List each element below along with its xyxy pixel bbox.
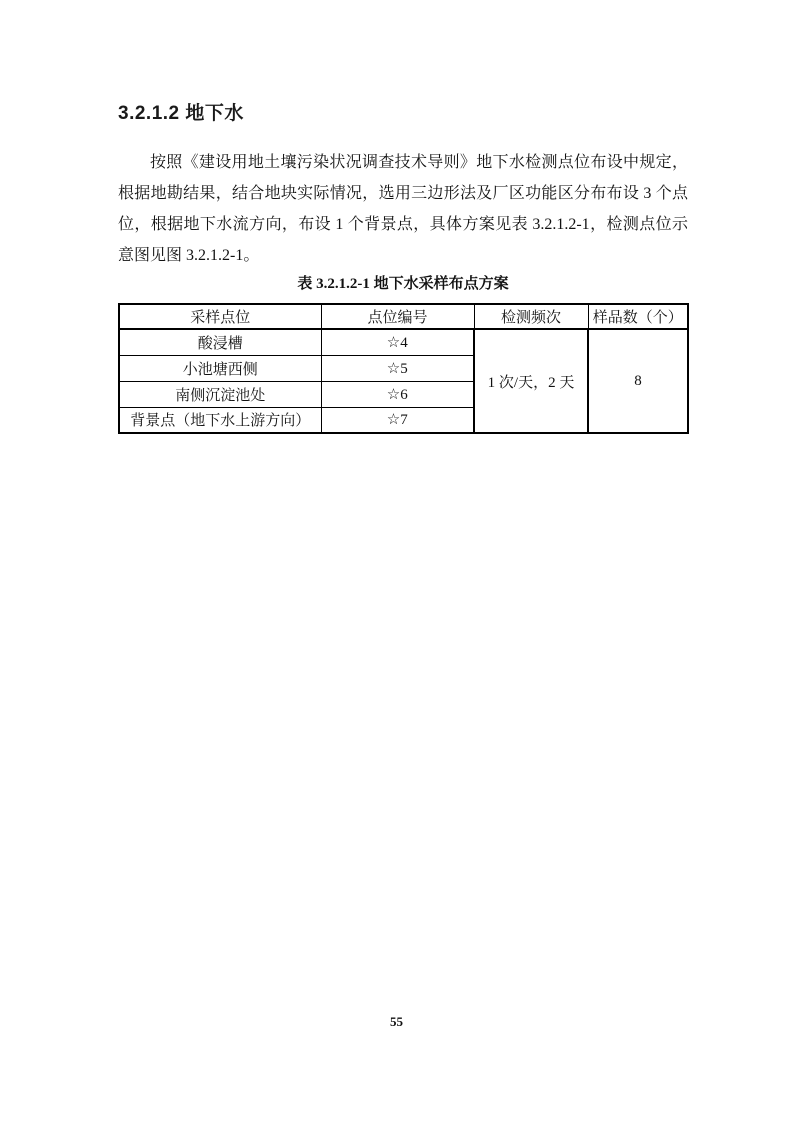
column-header-sample-count: 样品数（个） (588, 304, 688, 329)
cell-sampling-point: 背景点（地下水上游方向） (119, 407, 321, 433)
cell-point-code: ☆5 (321, 355, 474, 381)
cell-frequency-merged: 1 次/天，2 天 (474, 329, 588, 433)
column-header-frequency: 检测频次 (474, 304, 588, 329)
table-header-row (119, 304, 688, 329)
cell-sampling-point: 南侧沉淀池处 (119, 381, 321, 407)
page-number: 55 (390, 1014, 403, 1029)
cell-point-code: ☆4 (321, 329, 474, 355)
column-header-sampling-point: 采样点位 (119, 304, 321, 329)
cell-sampling-point: 酸浸槽 (119, 329, 321, 355)
section-heading: 3.2.1.2 地下水 (118, 103, 244, 124)
page-content (118, 0, 688, 434)
body-paragraph: 按照《建设用地土壤污染状况调查技术导则》地下水检测点位布设中规定，根据地勘结果，结合地块实际情况，选用三边形法及厂区功能区分布布设 3 个点位，根据地下水流方向，布设 1 个背景点，具体方案见表 3.2.1.2-1，检测点位示意图见图 3.2.1.2-1。 (118, 154, 688, 264)
table-row (119, 329, 688, 355)
cell-sampling-point: 小池塘西侧 (119, 355, 321, 381)
groundwater-sampling-table (118, 303, 689, 434)
table-caption: 表 3.2.1.2-1 地下水采样布点方案 (297, 276, 509, 292)
column-header-point-code: 点位编号 (321, 304, 474, 329)
cell-point-code: ☆7 (321, 407, 474, 433)
cell-sample-count-merged: 8 (588, 329, 688, 433)
cell-point-code: ☆6 (321, 381, 474, 407)
